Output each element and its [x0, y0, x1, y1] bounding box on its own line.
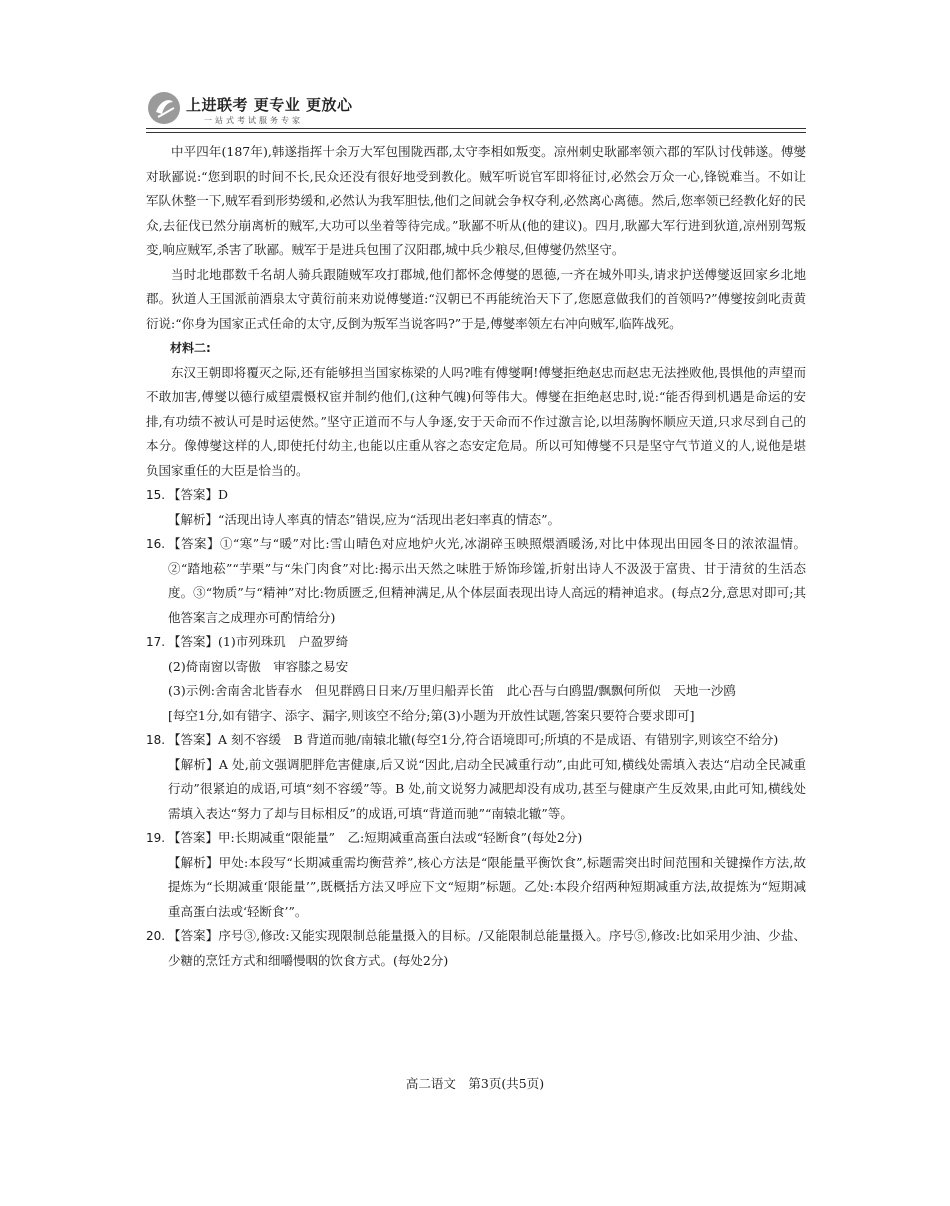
answer-line: (2)倚南窗以寄傲 审容膝之易安 [168, 658, 349, 674]
answer-line: 【答案】序号③,修改:又能实现限制总能量摄入的目标。/又能限制总能量摄入。序号⑤,修改:比如采用少油、少盐、少糖的烹饪方式和细嚼慢咽的饮食方式。(每处2分) [168, 928, 806, 968]
answer-line: 【答案】A 刻不容缓 B 背道而驰/南辕北辙(每空1分,符合语境即可;所填的不是成语、有错别字,则该空不给分) [168, 732, 779, 747]
answer-line: 【答案】①“寒”与“暖”对比:雪山晴色对应地炉火光,冰湖碎玉映照煨酒暖汤,对比中体现出田园冬日的浓浓温情。②“踏地菘”“芋栗”与“朱门肉食”对比:揭示出天然之味胜于矫饰珍馐,折射出诗人不汲汲于富贵、甘于清贫的生活态度。③“物质”与“精神”对比:物质匮乏,但精神满足,从个体层面表现出诗人高远的精神追求。(每点2分,意思对即可;其他答案言之成理亦可酌情给分) [168, 536, 806, 625]
question-number: 18. [146, 733, 166, 747]
analysis-line: 【解析】甲处:本段写“长期减重需均衡营养”,核心方法是“限能量平衡饮食”,标题需突出时间范围和关键操作方法,故提炼为“长期减重‘限能量’”,既概括方法又呼应下文“短期”标题。乙处:本段介绍两种短期减重方法,故提炼为“短期减重高蛋白法或‘轻断食’”。 [168, 854, 806, 919]
material1-paragraph: 中平四年(187年),韩遂指挥十余万大军包围陇西郡,太守李相如叛变。凉州刺史耿鄙率领六郡的军队讨伐韩遂。傅燮对耿鄙说:“您到职的时间不长,民众还没有很好地受到教化。贼军听说官军即将征讨,必然会万众一心,锋锐难当。不如让军队休整一下,贼军看到形势缓和,必然认为我军胆怯,他们之间就会争权夺利,必然离心离德。然后,您率领已经教化好的民众,去征伐已然分崩离析的贼军,大功可以坐着等待完成。”耿鄙不听从(他的建议)。四月,耿鄙大军行进到狄道,凉州别驾叛变,响应贼军,杀害了耿鄙。贼军于是进兵包围了汉阳郡,城中兵少粮尽,但傅燮仍然坚守。 [146, 144, 806, 257]
material2-title: 材料二: [170, 341, 211, 355]
answer-line: 【答案】甲:长期减重“限能量” 乙:短期减重高蛋白法或“轻断食”(每处2分) [168, 830, 583, 845]
page-footer: 高二语文 第3页(共5页) [405, 1076, 545, 1091]
answer-line: 【答案】D [168, 487, 229, 502]
analysis-line: 【解析】A 处,前文强调肥胖危害健康,后又说“因此,启动全民减重行动”,由此可知,横线处需填入表达“启动全民减重行动”很紧迫的成语,可填“刻不容缓”等。B 处,前文说努力减肥却没有成功,甚至与健康产生反效果,由此可知,横线处需填入表达“努力了却与目标相反”的成语,可填“背道而驰”“南辕北辙”等。 [168, 756, 806, 821]
page-header [146, 88, 806, 136]
material2-paragraph: 东汉王朝即将覆灭之际,还有能够担当国家栋梁的人吗?唯有傅燮啊!傅燮拒绝赵忠而赵忠无法挫败他,畏惧他的声望而不敢加害,傅燮以德行威望震慑权宦并制约他们,(这种气魄)何等伟大。傅燮在拒绝赵忠时,说:“能否得到机遇是命运的安排,有功绩不被认可是时运使然。”坚守正道而不与人争逐,安于天命而不作过激言论,以坦荡胸怀顺应天道,只求尽到自己的本分。像傅燮这样的人,即使托付幼主,也能以庄重从容之态安定危局。所以可知傅燮不只是坚守气节道义的人,说他是堪负国家重任的大臣是恰当的。 [146, 364, 806, 478]
answer-line: 【答案】(1)市列珠玑 户盈罗绮 [168, 634, 349, 649]
answer-15 [146, 483, 806, 532]
answer-19 [146, 826, 806, 924]
question-number: 20. [146, 929, 166, 943]
material1-paragraph: 当时北地郡数千名胡人骑兵跟随贼军攻打郡城,他们都怀念傅燮的恩德,一齐在城外叩头,请求护送傅燮返回家乡北地郡。狄道人王国派前酒泉太守黄衍前来劝说傅燮道:“汉朝已不再能统治天下了,您愿意做我们的首领吗?”傅燮按剑叱责黄衍说:“你身为国家正式任命的太守,反倒为叛军当说客吗?”于是,傅燮率领左右冲向贼军,临阵战死。 [146, 266, 806, 331]
header-rule-thin [146, 132, 806, 133]
question-number: 17. [146, 635, 166, 649]
answer-line: (3)示例:舍南舍北皆春水 但见群鸥日日来/万里归船弄长笛 此心吾与白鸥盟/飘飘何所似 天地一沙鸥 [168, 683, 736, 698]
answer-20 [146, 924, 806, 973]
brand-tagline: 一站式考试服务专家 [204, 116, 303, 125]
page-body [146, 140, 806, 973]
answer-16 [146, 532, 806, 630]
answer-18 [146, 728, 806, 826]
question-number: 16. [146, 537, 166, 551]
answer-17 [146, 630, 806, 728]
brand-name: 上进联考 更专业 更放心 [186, 96, 353, 114]
question-number: 19. [146, 831, 166, 845]
header-rule [146, 128, 806, 129]
shanjin-logo-icon [146, 90, 182, 126]
scoring-note: [每空1分,如有错字、添字、漏字,则该空不给分;第(3)小题为开放性试题,答案只要符合要求即可] [168, 707, 695, 723]
analysis-line: 【解析】“活现出诗人率真的情态”错误,应为“活现出老妇率真的情态”。 [168, 511, 561, 527]
question-number: 15. [146, 488, 166, 502]
